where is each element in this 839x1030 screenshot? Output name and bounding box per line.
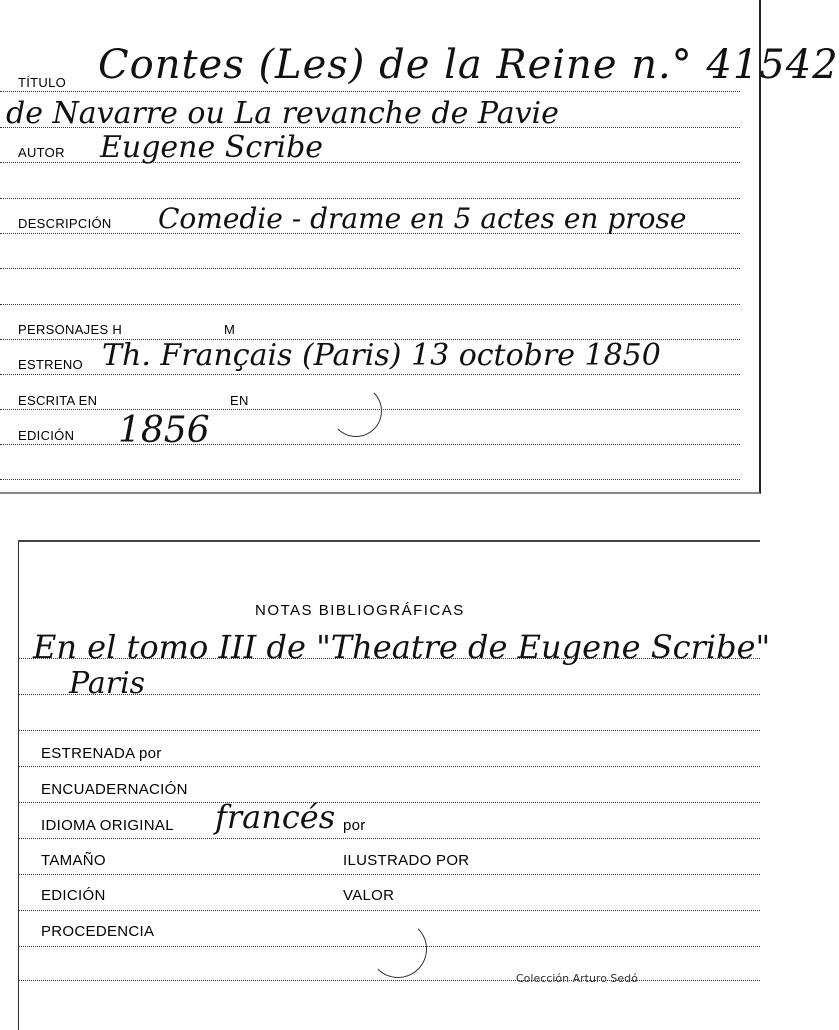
ruled-line <box>19 910 760 911</box>
ruled-line <box>19 730 760 731</box>
tamano-label: TAMAÑO <box>41 852 106 869</box>
personajes-label: PERSONAJES H <box>18 322 123 337</box>
ruled-line <box>0 91 740 92</box>
idioma-value: francés <box>215 798 336 836</box>
top-catalog-card <box>0 0 839 494</box>
ilustrado-label: ILUSTRADO POR <box>343 852 470 869</box>
punch-hole-mark <box>330 385 382 437</box>
idioma-label: IDIOMA ORIGINAL <box>41 817 174 834</box>
ruled-line <box>0 479 740 480</box>
ruled-line <box>0 198 740 199</box>
idioma-por-label: por <box>343 817 366 834</box>
ruled-line <box>0 268 740 269</box>
ruled-line <box>19 838 760 839</box>
ruled-line <box>0 444 740 445</box>
notas-heading: NOTAS BIBLIOGRÁFICAS <box>255 602 465 619</box>
ruled-line <box>0 374 740 375</box>
titulo-label: TÍTULO <box>18 75 67 90</box>
ruled-line <box>19 766 760 767</box>
escrita-label: ESCRITA EN <box>18 393 98 408</box>
encuadernacion-label: ENCUADERNACIÓN <box>41 781 188 798</box>
descripcion-value: Comedie - drame en 5 actes en prose <box>158 202 687 235</box>
collection-stamp: Colección Arturo Sedó <box>516 972 638 985</box>
punch-hole-mark <box>369 920 427 978</box>
edicion-value: 1856 <box>118 410 210 451</box>
estreno-value: Th. Français (Paris) 13 octobre 1850 <box>102 338 661 373</box>
ruled-line <box>19 980 760 981</box>
ruled-line <box>0 304 740 305</box>
estreno-label: ESTRENO <box>18 357 83 372</box>
ruled-line <box>19 874 760 875</box>
procedencia-label: PROCEDENCIA <box>41 923 155 940</box>
notas-line-2: Paris <box>69 666 146 701</box>
ruled-line <box>19 802 760 803</box>
bottom-catalog-card <box>18 540 771 1030</box>
escrita-en-label: EN <box>230 393 249 408</box>
titulo-value: Contes (Les) de la Reine n.° 41542 <box>98 42 839 88</box>
notas-line-1: En el tomo III de "Theatre de Eugene Scribe" <box>33 628 771 666</box>
edicion-label: EDICIÓN <box>18 428 75 443</box>
descripcion-label: DESCRIPCIÓN <box>18 216 112 231</box>
titulo-continuation: de Navarre ou La revanche de Pavie <box>6 96 559 131</box>
personajes-m-label: M <box>224 322 236 337</box>
estrenada-label: ESTRENADA por <box>41 745 162 762</box>
autor-value: Eugene Scribe <box>100 130 324 165</box>
valor-label: VALOR <box>343 887 395 904</box>
edicion-label: EDICIÓN <box>41 887 106 904</box>
autor-label: AUTOR <box>18 145 65 160</box>
